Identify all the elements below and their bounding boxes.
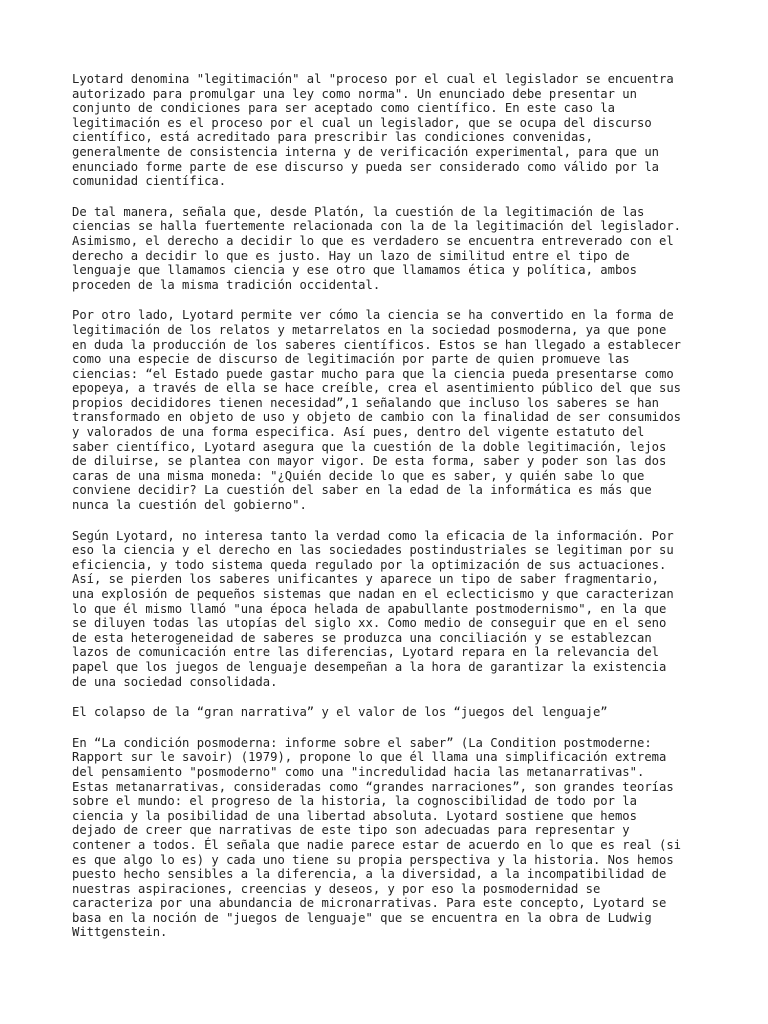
section-heading: El colapso de la “gran narrativa” y el valor de los “juegos del lenguaje” [72, 705, 608, 720]
document-page [72, 72, 712, 956]
paragraph-condicion-posmoderna: En “La condición posmoderna: informe sobre el saber” (La Condition postmoderne: Rapport sur le savoir) (1979), propone lo que él llama una simplificación extrema del pensamiento "posmoderno" como una "incredulidad hacia las metanarrativas". Estas metanarrativas, consideradas como “grandes narraciones”, son grandes teorías sobre el mundo: el progreso de la historia, la cognoscibilidad de todo por la ciencia y la posibilidad de una libertad absoluta. Lyotard sostiene que hemos dejado de creer que narrativas de este tipo son adecuadas para representar y contener a todos. Él señala que nadie parece estar de acuerdo en lo que es real (si es que algo lo es) y cada uno tiene su propia perspectiva y la historia. Nos hemos puesto hecho sensibles a la diferencia, a la diversidad, a la incompatibilidad de nuestras aspiraciones, creencias y deseos, y por eso la posmodernidad se caracteriza por una abundancia de micronarrativas. Para este concepto, Lyotard se basa en la noción de "juegos de lenguaje" que se encuentra en la obra de Ludwig Wittgenstein. [72, 735, 682, 940]
paragraph-platon: De tal manera, señala que, desde Platón, la cuestión de la legitimación de las ciencias se halla fuertemente relacionada con la de la legitimación del legislador. Asimismo, el derecho a decidir lo que es verdadero se encuentra entreverado con el derecho a decidir lo que es justo. Hay un lazo de similitud entre el tipo de lenguaje que llamamos ciencia y ese otro que llamamos ética y política, ambos proceden de la misma tradición occidental. [72, 204, 682, 292]
paragraph-eficacia-informacion: Según Lyotard, no interesa tanto la verdad como la eficacia de la información. Por eso la ciencia y el derecho en las sociedades postindustriales se legitiman por su eficiencia, y todo sistema queda regulado por la optimización de sus actuaciones. Así, se pierden los saberes unificantes y aparece un tipo de saber fragmentario, una explosión de pequeños sistemas que nadan en el eclecticismo y que caracterizan lo que él mismo llamó "una época helada de apabullante postmodernismo", en la que se diluyen todas las utopías del siglo xx. Como medio de conseguir que en el seno de esta heterogeneidad de saberes se produzca una conciliación y se establezcan lazos de comunicación entre las diferencias, Lyotard repara en la relevancia del papel que los juegos de lenguaje desempeñan a la hora de garantizar la existencia de una sociedad consolidada. [72, 528, 674, 689]
paragraph-ciencia-legitimacion: Por otro lado, Lyotard permite ver cómo la ciencia se ha convertido en la forma de legitimación de los relatos y metarrelatos en la sociedad posmoderna, ya que pone en duda la producción de los saberes científicos. Estos se han llegado a establecer como una especie de discurso de legitimación por parte de quien promueve las ciencias: “el Estado puede gastar mucho para que la ciencia pueda presentarse como epopeya, a través de ella se hace creíble, crea el asentimiento público del que sus propios decididores tienen necesidad”,1 señalando que incluso los saberes se han transformado en objeto de uso y objeto de cambio con la finalidad de ser consumidos y valorados de una forma especifica. Así pues, dentro del vigente estatuto del saber científico, Lyotard asegura que la cuestión de la doble legitimación, lejos de diluirse, se plantea con mayor vigor. De esta forma, saber y poder son las dos caras de una misma moneda: "¿Quién decide lo que es saber, y quién sabe lo que conviene decidir? La cuestión del saber en la edad de la informática es más que nunca la cuestión del gobierno". [72, 308, 682, 513]
paragraph-legitimacion: Lyotard denomina "legitimación" al "proceso por el cual el legislador se encuentra autorizado para promulgar una ley como norma". Un enunciado debe presentar un conjunto de condiciones para ser aceptado como científico. En este caso la legitimación es el proceso por el cual un legislador, que se ocupa del discurso científico, está acreditado para prescribir las condiciones convenidas, generalmente de consistencia interna y de verificación experimental, para que un enunciado forme parte de ese discurso y pueda ser considerado como válido por la comunidad científica. [72, 72, 674, 189]
